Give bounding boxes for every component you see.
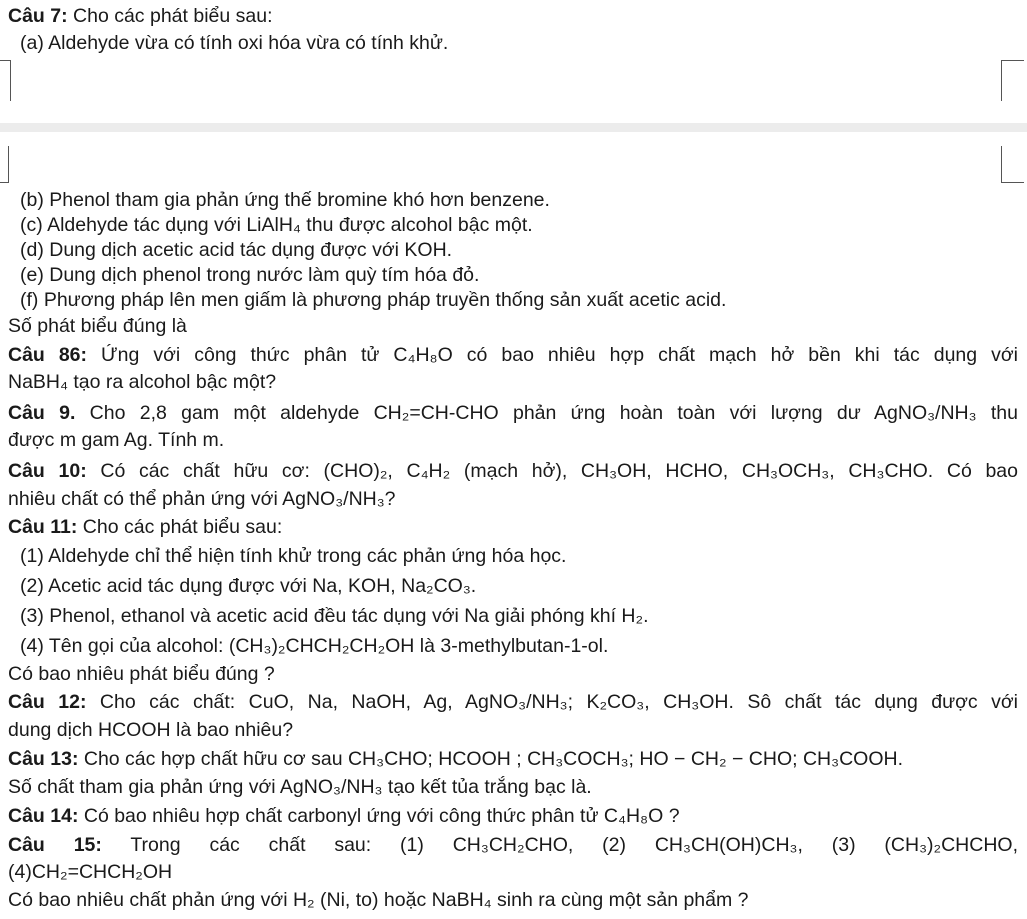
q11-statement-2: (2) Acetic acid tác dụng được với Na, KOH, Na₂CO₃. — [20, 575, 477, 597]
q11-statement-4: (4) Tên gọi của alcohol: (CH₃)₂CHCH₂CH₂OH là 3-methylbutan-1-ol. — [20, 635, 609, 657]
crop-mark-top-right — [1001, 60, 1024, 101]
q7-statement-f: (f) Phương pháp lên men giấm là phương pháp truyền thống sản xuất acetic acid. — [20, 289, 727, 311]
q14-text-1: Có bao nhiêu hợp chất carbonyl ứng với công thức phân tử C₄H₈O ? — [78, 805, 680, 827]
crop-mark-bottom-right — [1001, 146, 1024, 183]
q7-statement-b: (b) Phenol tham gia phản ứng thế bromine khó hơn benzene. — [20, 189, 550, 211]
q9-text-1: Cho 2,8 gam một aldehyde CH₂=CH-CHO phản ứng hoàn toàn với lượng dư AgNO₃/NH₃ thu — [75, 402, 1018, 424]
q13-text-2: Số chất tham gia phản ứng với AgNO₃/NH₃ tạo kết tủa trắng bạc là. — [8, 776, 592, 798]
q13-text-1: Cho các hợp chất hữu cơ sau CH₃CHO; HCOOH ; CH₃COCH₃; HO − CH₂ − CHO; CH₃COOH. — [78, 748, 903, 770]
crop-mark-top-left — [0, 60, 11, 101]
q15-text-2: (4)CH₂=CHCH₂OH — [8, 861, 173, 883]
q10-line1 — [8, 459, 1018, 483]
q86-text-2: NaBH₄ tạo ra alcohol bậc một? — [8, 371, 277, 393]
q11-heading: Câu 11: — [8, 516, 78, 538]
q12-line1 — [8, 690, 1018, 714]
q86-line1 — [8, 343, 1018, 367]
q86-heading: Câu 86: — [8, 344, 88, 366]
q7-line1 — [8, 4, 273, 28]
q7-statement-d: (d) Dung dịch acetic acid tác dụng được với KOH. — [20, 239, 453, 261]
q7-question: Số phát biểu đúng là — [8, 315, 187, 337]
q13-line1 — [8, 747, 903, 771]
q7-statement-e: (e) Dung dịch phenol trong nước làm quỳ tím hóa đỏ. — [20, 264, 480, 286]
q11-line1 — [8, 515, 282, 539]
q9-line1 — [8, 401, 1018, 425]
crop-mark-bottom-left — [0, 146, 9, 183]
q9-heading: Câu 9. — [8, 402, 76, 424]
q11-statement-1: (1) Aldehyde chỉ thể hiện tính khử trong các phản ứng hóa học. — [20, 545, 567, 567]
q11-statement-3: (3) Phenol, ethanol và acetic acid đều tác dụng với Na giải phóng khí H₂. — [20, 605, 649, 627]
q11-question: Có bao nhiêu phát biểu đúng ? — [8, 663, 275, 685]
q13-heading: Câu 13: — [8, 748, 79, 770]
q14-line1 — [8, 804, 680, 828]
q15-text-1: Trong các chất sau: (1) CH₃CH₂CHO, (2) CH₃CH(OH)CH₃, (3) (CH₃)₂CHCHO, — [101, 834, 1018, 856]
q15-line1 — [8, 833, 1018, 857]
q12-text-2: dung dịch HCOOH là bao nhiêu? — [8, 719, 294, 741]
q7-statement-c: (c) Aldehyde tác dụng với LiAlH₄ thu được alcohol bậc một. — [20, 214, 533, 236]
page-break-divider — [0, 123, 1027, 132]
q7-intro: Cho các phát biểu sau: — [67, 5, 273, 27]
q12-text-1: Cho các chất: CuO, Na, NaOH, Ag, AgNO₃/NH₃; K₂CO₃, CH₃OH. Sô chất tác dụng được với — [86, 691, 1018, 713]
q10-heading: Câu 10: — [8, 460, 87, 482]
q11-intro: Cho các phát biểu sau: — [77, 516, 283, 538]
q14-heading: Câu 14: — [8, 805, 79, 827]
q7-statement-a: (a) Aldehyde vừa có tính oxi hóa vừa có tính khử. — [20, 32, 449, 54]
q15-text-3: Có bao nhiêu chất phản ứng với H₂ (Ni, to) hoặc NaBH₄ sinh ra cùng một sản phẩm ? — [8, 889, 749, 911]
q9-text-2: được m gam Ag. Tính m. — [8, 429, 225, 451]
q86-text-1: Ứng với công thức phân tử C₄H₈O có bao nhiêu hợp chất mạch hở bền khi tác dụng với — [87, 344, 1018, 366]
q7-heading: Câu 7: — [8, 5, 68, 27]
q12-heading: Câu 12: — [8, 691, 87, 713]
q10-text-2: nhiêu chất có thể phản ứng với AgNO₃/NH₃? — [8, 488, 396, 510]
q10-text-1: Có các chất hữu cơ: (CHO)₂, C₄H₂ (mạch hở), CH₃OH, HCHO, CH₃OCH₃, CH₃CHO. Có bao — [86, 460, 1018, 482]
q15-heading: Câu 15: — [8, 834, 102, 856]
